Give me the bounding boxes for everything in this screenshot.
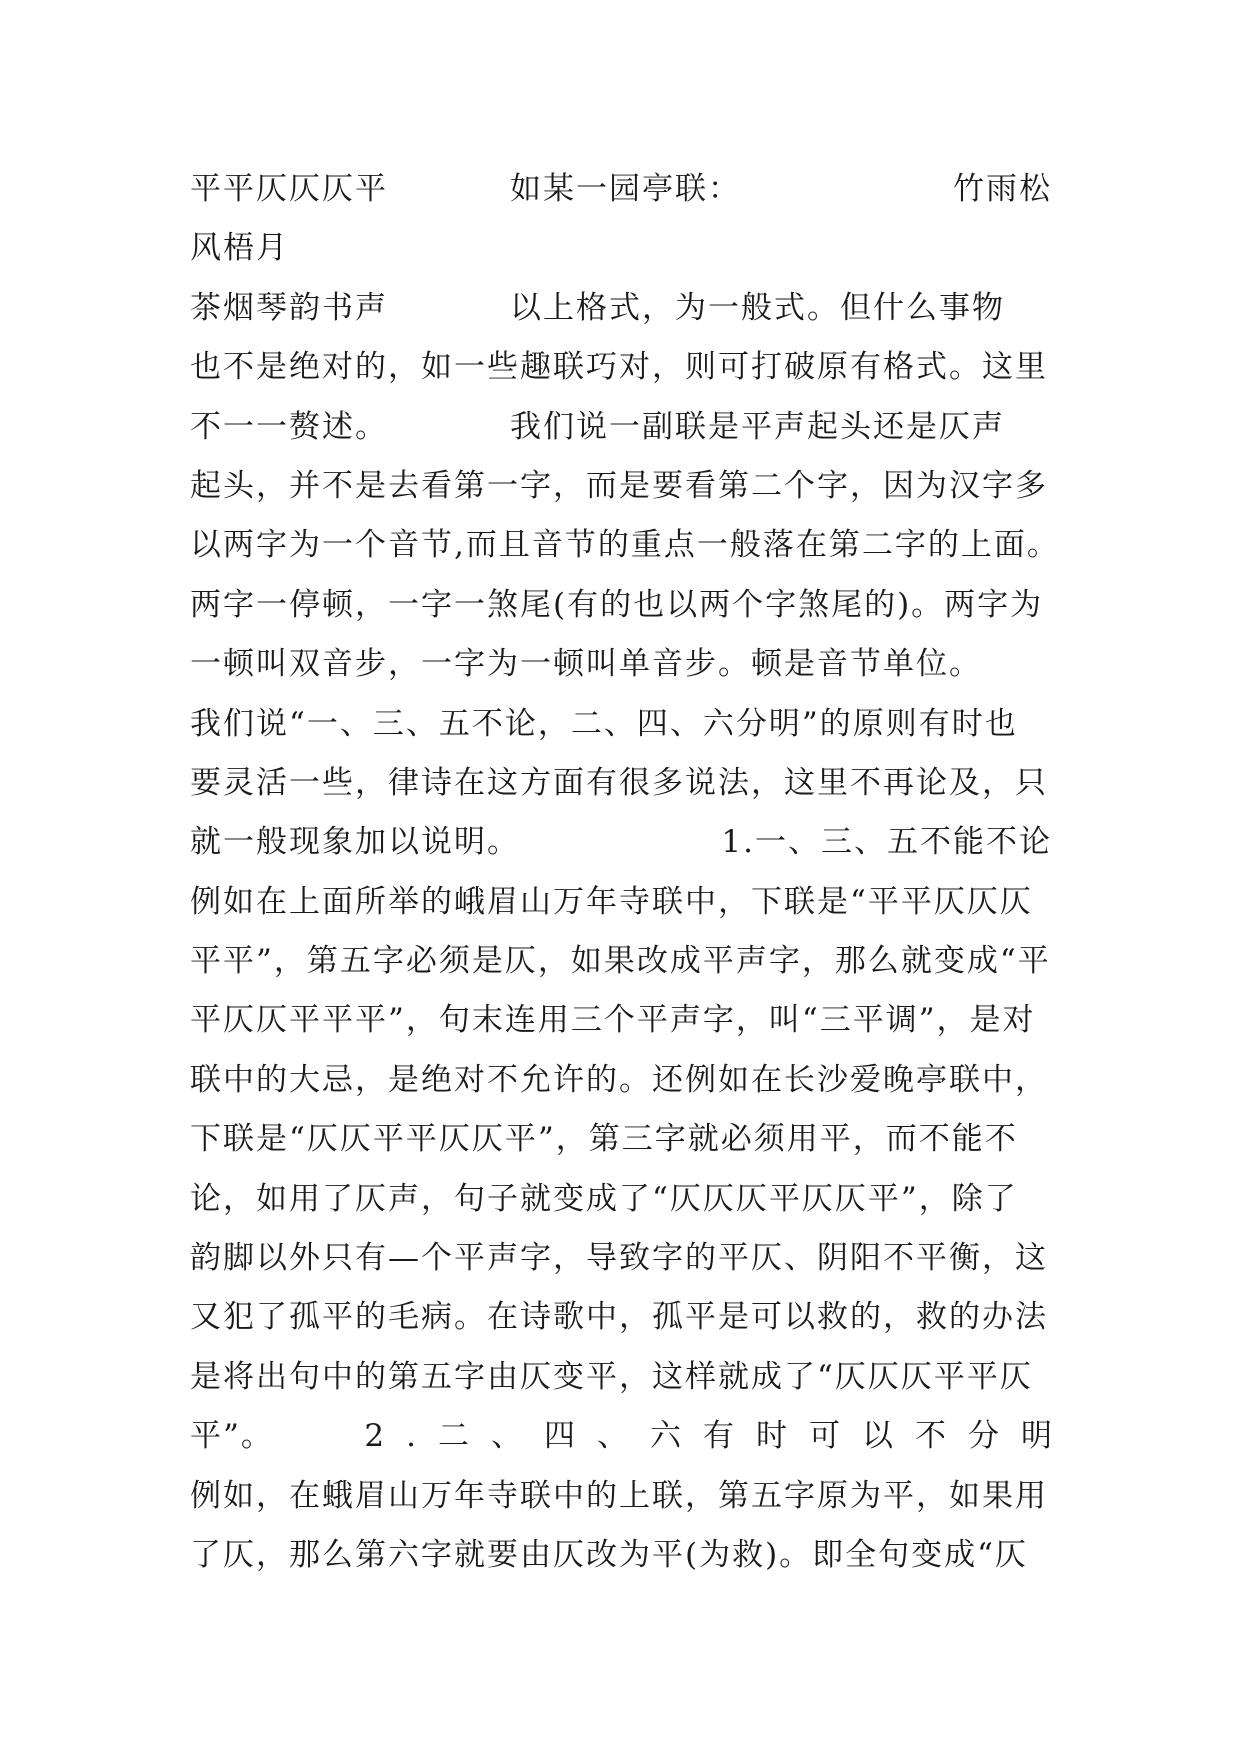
text-line [190, 516, 1060, 575]
text-line [190, 1526, 1052, 1585]
body-text [190, 160, 1074, 1585]
text-segment: 两字一停顿，一字一煞尾(有的也以两个字煞尾的)。两字为 [190, 586, 1044, 623]
text-line [190, 279, 1052, 338]
text-line [190, 219, 1052, 278]
text-segment: 联中的大忌，是绝对不允许的。还例如在长沙爱晚亭联中， [190, 1061, 1048, 1098]
text-segment: 如某一园亭联： [510, 171, 741, 207]
text-segment: 起头，并不是去看第一字，而是要看第二个字，因为汉字多 [190, 467, 1048, 504]
text-line [190, 576, 1052, 635]
text-segment: 平平仄仄仄平 [190, 171, 388, 207]
text-line [190, 160, 1052, 219]
text-line [190, 635, 1052, 694]
text-segment: 例如在上面所举的峨眉山万年寺联中，下联是“平平仄仄仄 [190, 883, 1033, 920]
text-segment: 是将出句中的第五字由仄变平，这样就成了“仄仄仄平平仄 [190, 1358, 1033, 1395]
text-segment: 我们说“一、三、五不论，二、四、六分明”的原则有时也 [190, 705, 1018, 742]
text-segment: 例如，在蛾眉山万年寺联中的上联，第五字原为平，如果用 [190, 1477, 1048, 1514]
text-segment: 我们说一副联是平声起头还是仄声 [510, 408, 1005, 445]
text-line [190, 1407, 1074, 1466]
text-line [190, 1467, 1052, 1526]
text-line [190, 1229, 1052, 1288]
text-line [190, 1051, 1052, 1110]
text-segment: 了仄，那么第六字就要由仄改为平(为救)。即全句变成“仄 [190, 1536, 1029, 1573]
text-segment: 平平”，第五字必须是仄，如果改成平声字，那么就变成“平 [190, 943, 1051, 980]
text-segment: 一顿叫双音步，一字为一顿叫单音步。顿是音节单位。 [190, 646, 982, 683]
text-segment: 论，如用了仄声，句子就变成了“仄仄仄平仄仄平”，除了 [190, 1180, 1018, 1217]
text-line [190, 1348, 1052, 1407]
text-line [190, 873, 1052, 932]
text-segment: 2.二、四、六有时可以不分明 [364, 1418, 1074, 1455]
text-segment: 就一般现象加以说明。 [190, 824, 520, 861]
text-line [190, 695, 1052, 754]
text-segment: 也不是绝对的，如一些趣联巧对，则可打破原有格式。这里 [190, 349, 1048, 386]
text-segment: 不一一赘述。 [190, 408, 388, 445]
text-segment: 茶烟琴韵书声 [190, 289, 388, 326]
text-segment: 1.一、三、五不能不论 [721, 824, 1052, 861]
text-segment: 又犯了孤平的毛病。在诗歌中，孤平是可以救的，救的办法 [190, 1299, 1048, 1336]
text-segment: 风梧月 [190, 230, 289, 267]
text-segment: 要灵活一些，律诗在这方面有很多说法，这里不再论及，只 [190, 764, 1048, 801]
text-line [190, 398, 1052, 457]
text-segment: 竹雨松 [953, 171, 1052, 207]
text-segment: 以两字为一个音节,而且音节的重点一般落在第二字的上面。 [190, 527, 1060, 564]
text-line [190, 338, 1052, 397]
text-line [190, 457, 1052, 516]
text-line [190, 1288, 1052, 1347]
text-segment: 平仄仄平平平”，句末连用三个平声字，叫“三平调”，是对 [190, 1002, 1036, 1039]
text-line [190, 813, 1052, 872]
text-line [190, 1110, 1052, 1169]
text-segment: 韵脚以外只有—个平声字，导致字的平仄、阴阳不平衡，这 [190, 1240, 1048, 1277]
text-line [190, 932, 1052, 991]
text-segment: 下联是“仄仄平平仄仄平”，第三字就必须用平，而不能不 [190, 1121, 1018, 1158]
text-segment: 平”。 [190, 1418, 274, 1455]
text-line [190, 754, 1052, 813]
text-line [190, 1170, 1052, 1229]
text-segment: 以上格式，为一般式。但什么事物 [510, 289, 1005, 326]
text-line [190, 991, 1052, 1050]
